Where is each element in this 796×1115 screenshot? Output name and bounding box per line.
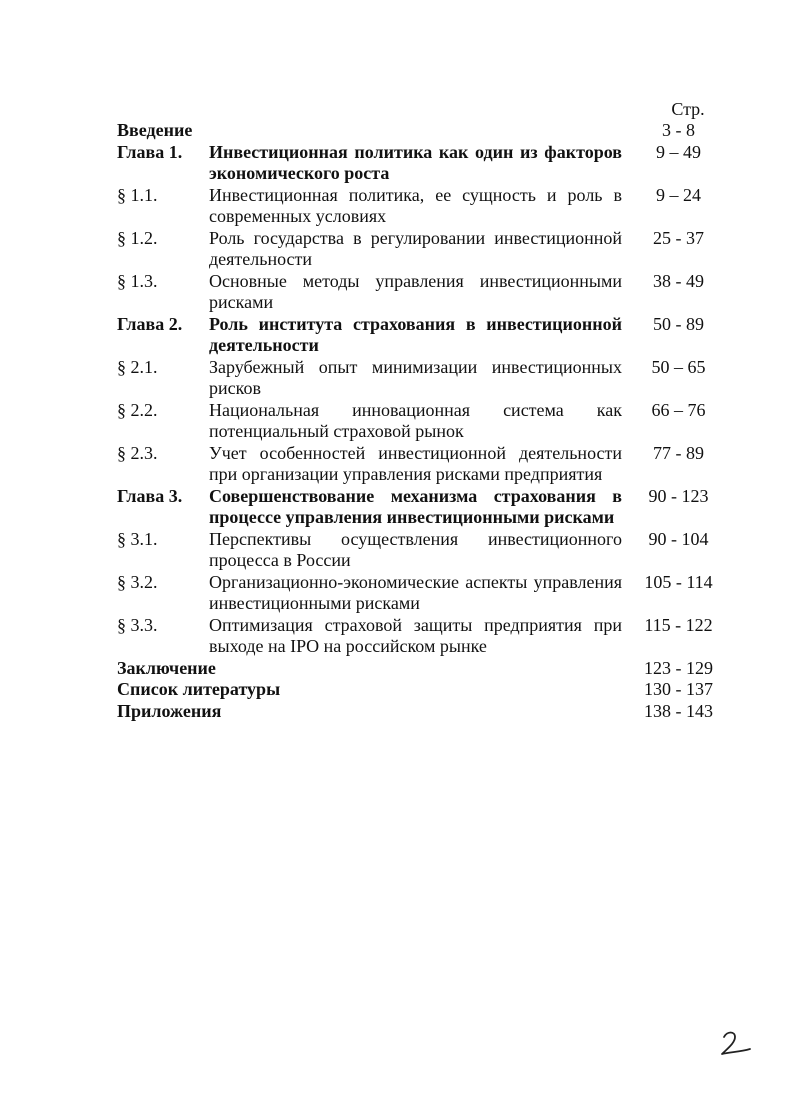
toc-entry-title: Совершенствование механизма страхования в процессе управления инвестиционными рисками: [209, 485, 622, 527]
toc-entry-pages: 25 - 37: [653, 227, 704, 248]
toc-entry-pages: 50 – 65: [651, 356, 706, 377]
toc-entry-pages: 66 – 76: [651, 399, 706, 420]
toc-entry-label: § 1.3.: [117, 270, 158, 291]
toc-entry-title: Организационно-экономические аспекты управления инвестиционными рисками: [209, 571, 622, 613]
toc-entry-title: Учет особенностей инвестиционной деятельности при организации управления рисками предприятия: [209, 442, 622, 484]
toc-row-intro: [117, 120, 735, 142]
toc-entry-title: Оптимизация страховой защиты предприятия при выходе на IPO на российском рынке: [209, 614, 622, 656]
toc-trailing-label: Приложения: [117, 700, 222, 721]
toc-row-references: [117, 679, 735, 701]
toc-entry-title: Инвестиционная политика, ее сущность и роль в современных условиях: [209, 184, 622, 226]
toc-entry-label: Глава 3.: [117, 485, 183, 506]
toc-trailing-pages: 138 - 143: [644, 700, 713, 721]
toc-row: [117, 615, 735, 658]
toc-entry-label: Глава 2.: [117, 313, 183, 334]
handwritten-page-number-2-icon: [718, 1028, 752, 1058]
toc-row-appendices: [117, 701, 735, 723]
toc-row: [117, 271, 735, 314]
toc-entry-pages: 90 - 104: [648, 528, 709, 549]
toc-row: [117, 357, 735, 400]
toc-row: [117, 486, 735, 529]
toc-entry-pages: 115 - 122: [644, 614, 713, 635]
toc-entry-title: Зарубежный опыт минимизации инвестиционных рисков: [209, 356, 622, 398]
toc-intro-pages: 3 - 8: [662, 120, 695, 140]
table-of-contents: [117, 120, 735, 722]
toc-entry-pages: 50 - 89: [653, 313, 704, 334]
toc-row: [117, 572, 735, 615]
toc-entry-title: Инвестиционная политика как один из факторов экономического роста: [209, 141, 622, 183]
pages-column-header: Стр.: [671, 99, 705, 119]
toc-entry-label: § 3.3.: [117, 614, 158, 635]
toc-entry-title: Основные методы управления инвестиционными рисками: [209, 270, 622, 312]
toc-row: [117, 400, 735, 443]
toc-entry-label: § 2.2.: [117, 399, 158, 420]
toc-entry-label: § 1.1.: [117, 184, 158, 205]
toc-entry-pages: 38 - 49: [653, 270, 704, 291]
toc-row: [117, 142, 735, 185]
toc-entry-pages: 90 - 123: [648, 485, 709, 506]
toc-entry-label: § 2.1.: [117, 356, 158, 377]
toc-entry-pages: 9 – 24: [656, 184, 701, 205]
toc-entry-title: Перспективы осуществления инвестиционного процесса в России: [209, 528, 622, 570]
toc-entry-pages: 77 - 89: [653, 442, 704, 463]
toc-entry-label: § 3.1.: [117, 528, 158, 549]
toc-trailing-pages: 130 - 137: [644, 679, 713, 699]
toc-row: [117, 529, 735, 572]
toc-entry-title: Роль института страхования в инвестиционной деятельности: [209, 313, 622, 355]
toc-entry-pages: 9 – 49: [656, 141, 701, 162]
toc-entry-label: § 3.2.: [117, 571, 158, 592]
toc-row: [117, 228, 735, 271]
toc-entry-label: § 1.2.: [117, 227, 158, 248]
toc-row-conclusion: [117, 658, 735, 680]
toc-entry-title: Роль государства в регулировании инвестиционной деятельности: [209, 227, 622, 269]
toc-entry-label: Глава 1.: [117, 141, 183, 162]
toc-trailing-label: Список литературы: [117, 679, 281, 699]
toc-entry-label: § 2.3.: [117, 442, 158, 463]
toc-row: [117, 314, 735, 357]
toc-trailing-label: Заключение: [117, 657, 216, 678]
toc-entry-pages: 105 - 114: [644, 571, 713, 592]
toc-intro-label: Введение: [117, 120, 193, 140]
toc-entry-title: Национальная инновационная система как потенциальный страховой рынок: [209, 399, 622, 441]
toc-row: [117, 443, 735, 486]
toc-trailing-pages: 123 - 129: [644, 657, 713, 678]
toc-row: [117, 185, 735, 228]
